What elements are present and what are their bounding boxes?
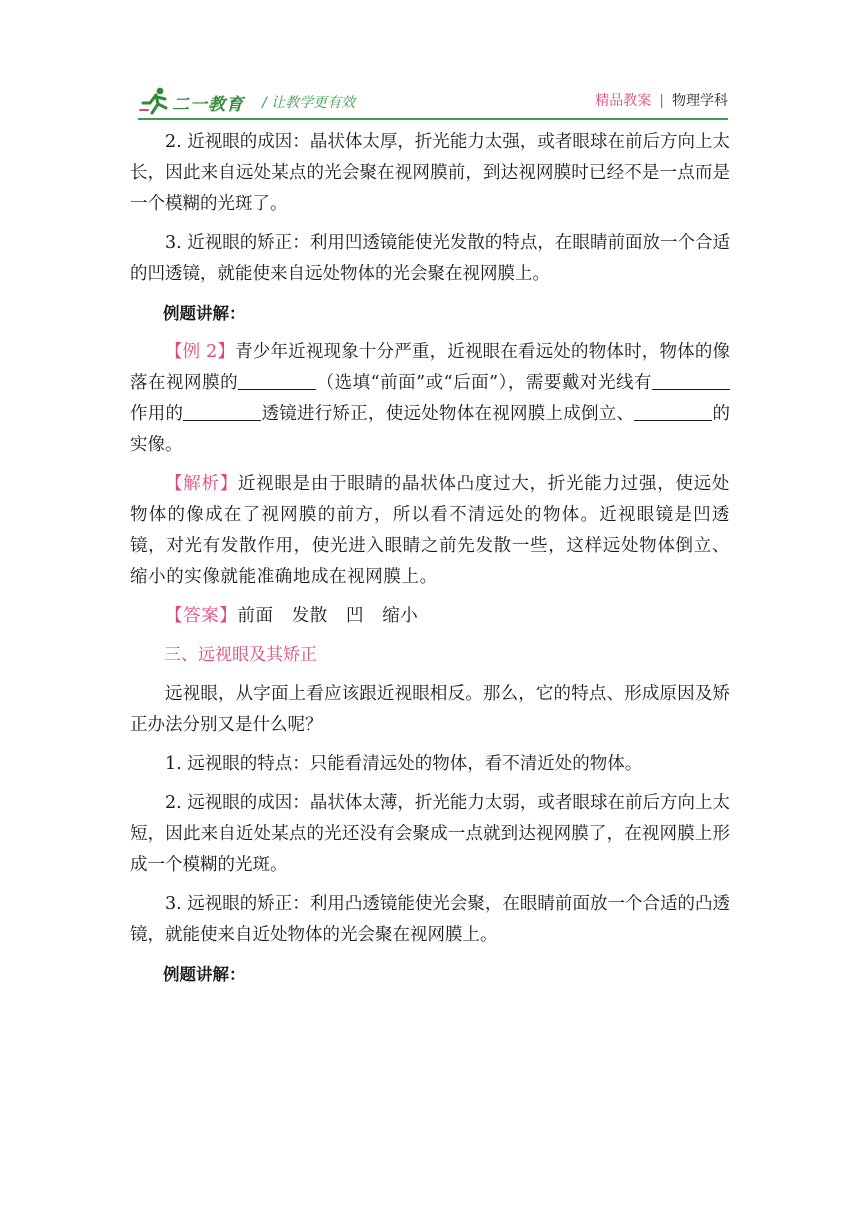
question-text-5: 的实像。 <box>130 404 730 455</box>
example-heading-2: 例题讲解： <box>163 965 246 984</box>
document-body <box>130 127 730 998</box>
page-header <box>138 84 728 120</box>
tag-premium-plan: 精品教案 <box>595 93 652 109</box>
analysis-paragraph <box>130 469 730 593</box>
hyperopia-correction-paragraph: 3. 远视眼的矫正：利用凸透镜能使光会聚，在眼睛前面放一个合适的凸透镜，就能使来自近处物体的光会聚在视网膜上。 <box>130 894 730 945</box>
analysis-text: 近视眼是由于眼睛的晶状体凸度过大，折光能力过强，使远处物体的像成在了视网膜的前方，所以看不清远处的物体。近视眼镜是凹透镜，对光有发散作用，使光进入眼睛之前先发散一些，这样远处物体倒立、缩小的实像就能准确地成在视网膜上。 <box>130 474 730 587</box>
section-heading-hyperopia: 三、远视眼及其矫正 <box>164 645 317 665</box>
example-2-tag: 【例 2】 <box>165 342 236 362</box>
header-divider <box>138 118 728 120</box>
question-text-3: 作用的 <box>130 404 184 424</box>
myopia-correction-paragraph: 3. 近视眼的矫正：利用凹透镜能使光发散的特点，在眼睛前面放一个合适的凹透镜，就能使来自远处物体的光会聚在视网膜上。 <box>130 233 730 284</box>
running-person-icon <box>138 86 172 116</box>
header-tags <box>595 90 728 110</box>
answer-paragraph <box>130 601 730 632</box>
hyperopia-feature-paragraph: 1. 远视眼的特点：只能看清远处的物体，看不清近处的物体。 <box>165 754 643 774</box>
brand-name: 二一教育 <box>172 95 244 115</box>
example-2-question <box>130 337 730 461</box>
question-text-1: 青少年近视现象十分严重，近视眼在看远处的物体时，物体的像落在视网膜的 <box>130 342 730 393</box>
myopia-cause-paragraph: 2. 近视眼的成因：晶状体太厚，折光能力太强，或者眼球在前后方向上太长，因此来自远处某点的光会聚在视网膜前，到达视网膜时已经不是一点而是一个模糊的光斑了。 <box>130 132 730 214</box>
answer-blank-2 <box>652 369 730 390</box>
answer-tag: 【答案】 <box>165 606 238 626</box>
example-heading: 例题讲解： <box>163 304 246 323</box>
question-text-4: 透镜进行矫正，使远处物体在视网膜上成倒立、 <box>261 404 635 424</box>
tag-subject: 物理学科 <box>672 93 728 109</box>
brand-slogan: / 让教学更有效 <box>262 95 356 111</box>
answer-blank-1 <box>238 369 316 390</box>
hyperopia-cause-paragraph: 2. 远视眼的成因：晶状体太薄，折光能力太弱，或者眼球在前后方向上太短，因此来自近处某点的光还没有会聚成一点就到达视网膜了，在视网膜上形成一个模糊的光斑。 <box>130 793 730 875</box>
question-text-2: （选填“前面”或“后面”），需要戴对光线有 <box>316 373 653 393</box>
answer-blank-3 <box>183 400 261 421</box>
analysis-tag: 【解析】 <box>165 474 238 494</box>
hyperopia-intro-paragraph: 远视眼，从字面上看应该跟近视眼相反。那么，它的特点、形成原因及矫正办法分别又是什么呢？ <box>130 684 730 735</box>
answer-blank-4 <box>634 400 712 421</box>
logo <box>138 86 378 116</box>
answer-text: 前面 发散 凹 缩小 <box>237 606 419 626</box>
tag-separator: | <box>659 93 664 109</box>
